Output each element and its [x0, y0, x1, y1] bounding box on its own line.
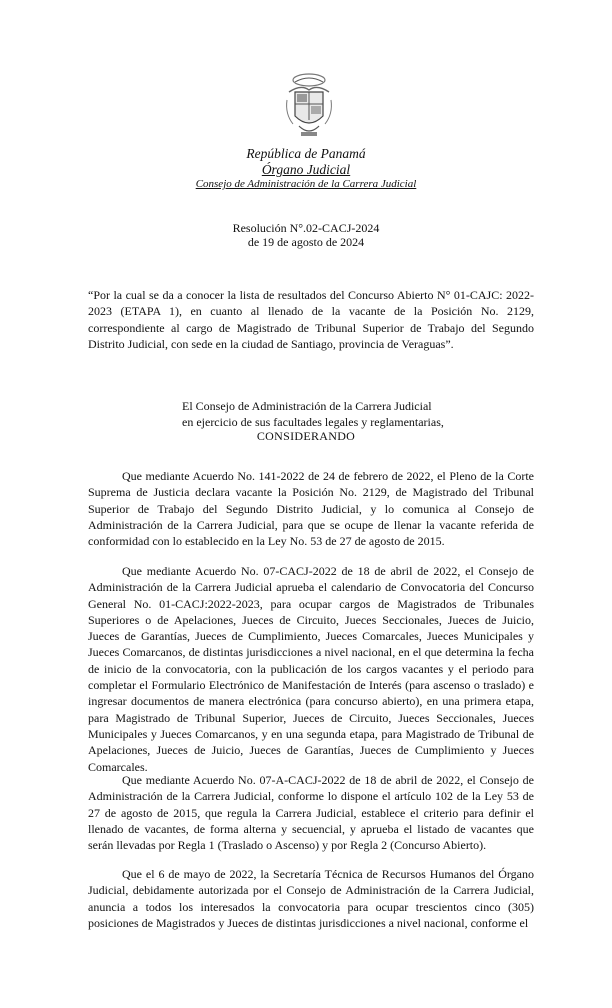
considerando-paragraph-4: Que el 6 de mayo de 2022, la Secretaría Técnica de Recursos Humanos del Órgano Judicial, debidamente autorizada por el Consejo de Administración de la Carrera Judicial, anuncia a todos los interesados la convocatoria para ocupar trescientos cinco (305) posiciones de Magistrados y Jueces de distintas jurisdicciones a nivel nacional, conforme el	[88, 867, 534, 930]
header-organ	[0, 162, 612, 178]
header-country: República de Panamá	[246, 146, 366, 161]
council-intro	[182, 398, 482, 431]
coat-of-arms-seal	[281, 70, 337, 142]
council-intro-line-2: en ejercicio de sus facultades legales y reglamentarias,	[182, 415, 444, 430]
resolution-number: Resolución N°.02-CACJ-2024	[232, 221, 380, 235]
considerando-heading: CONSIDERANDO	[256, 429, 356, 443]
header-organ-text: Órgano Judicial	[261, 162, 351, 177]
header-council	[0, 178, 612, 190]
resolution-title-paragraph: “Por la cual se da a conocer la lista de resultados del Concurso Abierto N° 01-CAJC: 2022-2023 (ETAPA 1), en cuanto al llenado de la vacante de la Posición No. 2129, correspondiente al cargo de Magistrado de Tribunal Superior de Trabajo del Segundo Distrito Judicial, con sede en la ciudad de Santiago, provincia de Veraguas”.	[88, 288, 534, 351]
resolution-date: de 19 de agosto de 2024	[247, 235, 365, 249]
considerando-paragraph-2: Que mediante Acuerdo No. 07-CACJ-2022 de 18 de abril de 2022, el Consejo de Administración de la Carrera Judicial aprueba el calendario de Convocatoria del Concurso General No. 01-CACJ:2022-2023, para ocupar cargos de Magistrados de Tribunales Superiores o de Apelaciones, Jueces de Circuito, Jueces Seccionales, Jueces de Juicio, Jueces de Garantías, Jueces de Cumplimiento, Jueces Comarcales, Jueces Municipales y Jueces Comarcanos, de distintas jurisdicciones a nivel nacional, en el que determina la fecha de inicio de la convocatoria, con la publicación de los cargos vacantes y el periodo para completar el Formulario Electrónico de Manifestación de Interés (para ascenso o traslado) e ingresar documentos de manera electrónica (para concurso abierto), en una primera etapa, para Magistrado de Tribunal Superior, Jueces de Circuito, Jueces Seccionales, Jueces Municipales y Jueces Comarcanos, y en una segunda etapa, para Magistrado de Tribunal de Apelaciones, Jueces de Juicio, Jueces de Garantías, Jueces de Cumplimiento y Jueces Comarcales.	[88, 564, 534, 774]
considerando-paragraph-3: Que mediante Acuerdo No. 07-A-CACJ-2022 de 18 de abril de 2022, el Consejo de Administración de la Carrera Judicial, conforme lo dispone el artículo 102 de la Ley 53 de 27 de agosto de 2015, que regula la Carrera Judicial, establece el criterio para definir el llenado de vacantes, de forma alterna y secuencial, y aprueba el listado de vacantes que serán llevadas por Regla 1 (Traslado o Ascenso) y por Regla 2 (Concurso Abierto).	[88, 773, 534, 853]
council-intro-line-1: El Consejo de Administración de la Carrera Judicial	[182, 399, 432, 413]
header-council-text: Consejo de Administración de la Carrera Judicial	[195, 178, 417, 190]
considerando-paragraph-1: Que mediante Acuerdo No. 141-2022 de 24 de febrero de 2022, el Pleno de la Corte Suprema de Justicia declara vacante la Posición No. 2129, de Magistrado del Tribunal Superior de Trabajo del Segundo Distrito Judicial, y lo comunica al Consejo de Administración de la Carrera Judicial, para que se ocupe de llenar la vacante referida de conformidad con lo establecido en la Ley No. 53 de 27 de agosto de 2015.	[88, 469, 534, 549]
